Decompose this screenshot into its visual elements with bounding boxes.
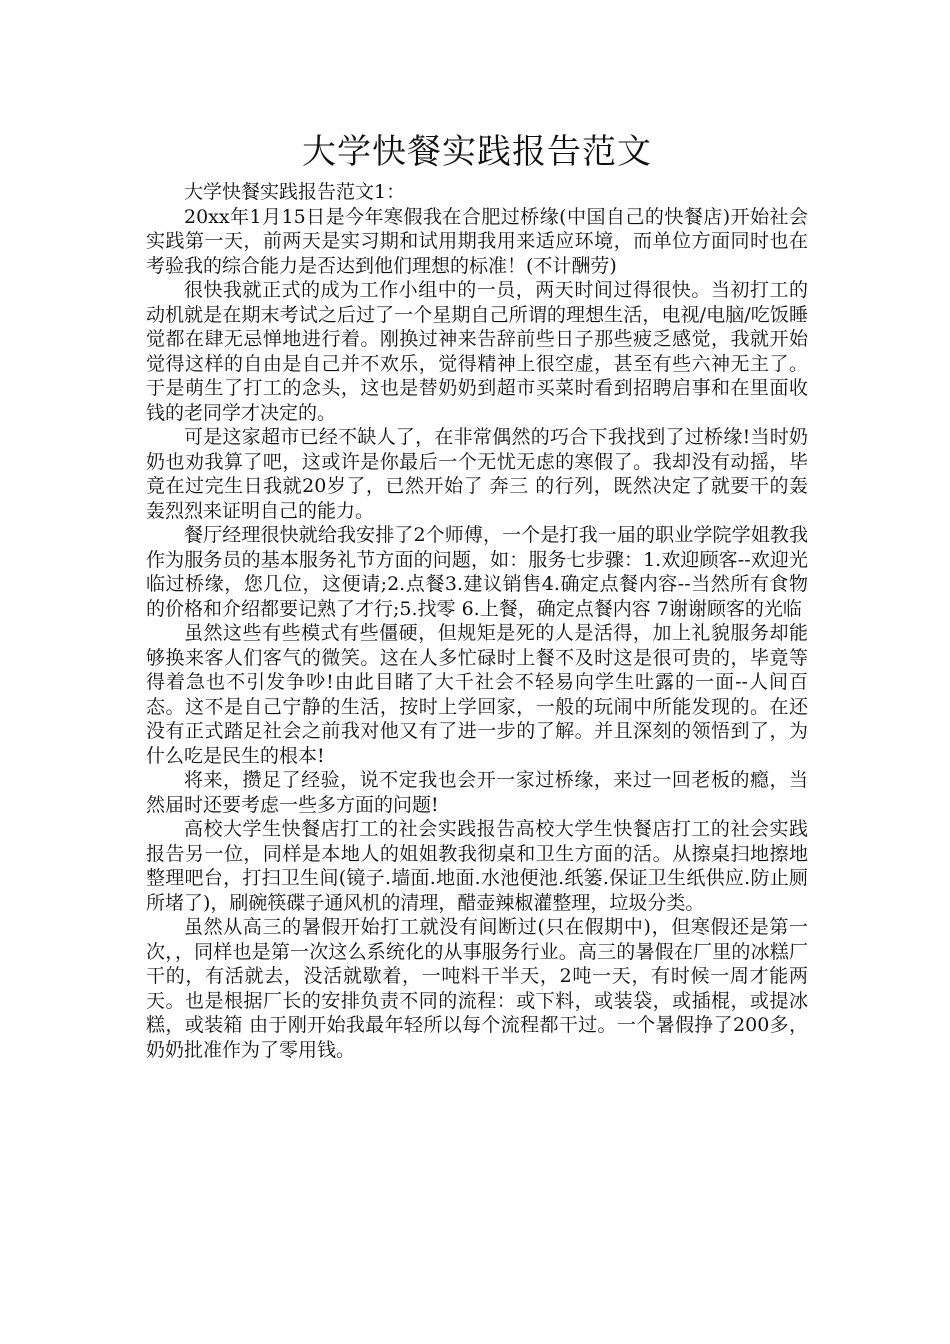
paragraph-4: 餐厅经理很快就给我安排了2个师傅，一个是打我一届的职业学院学姐教我作为服务员的基本服务礼节方面的问题，如：服务七步骤：1.欢迎顾客--欢迎光临过桥缘，您几位，这便请;2.点餐3.建议销售4.确定点餐内容--当然所有食物的价格和介绍都要记熟了才行;5.找零 6.上餐，确定点餐内容 7谢谢顾客的光临 xyxy=(146,524,808,620)
paragraph-3: 可是这家超市已经不缺人了，在非常偶然的巧合下我找到了过桥缘!当时奶奶也劝我算了吧，这或许是你最后一个无忧无虑的寒假了。我却没有动摇，毕竟在过完生日我就20岁了，已然开始了 奔三 的行列，既然决定了就要干的轰轰烈烈来证明自己的能力。 xyxy=(146,426,808,522)
paragraph-2: 很快我就正式的成为工作小组中的一员，两天时间过得很快。当初打工的动机就是在期末考试之后过了一个星期自己所谓的理想生活，电视/电脑/吃饭睡觉都在肆无忌惮地进行着。刚换过神来告辞前些日子那些疲乏感觉，我就开始觉得这样的自由是自己并不欢乐，觉得精神上很空虚，甚至有些六神无主了。于是萌生了打工的念头，这也是替奶奶到超市买菜时看到招聘启事和在里面收钱的老同学才决定的。 xyxy=(146,279,808,424)
paragraph-1: 20xx年1月15日是今年寒假我在合肥过桥缘(中国自己的快餐店)开始社会实践第一天，前两天是实习期和试用期我用来适应环境，而单位方面同时也在考验我的综合能力是否达到他们理想的标准！(不计酬劳) xyxy=(146,205,808,277)
paragraph-8: 虽然从高三的暑假开始打工就没有间断过(只在假期中)，但寒假还是第一次，，同样也是第一次这么系统化的从事服务行业。高三的暑假在厂里的冰糕厂干的，有活就去，没活就歇着，一吨料干半天，2吨一天，有时候一周才能两天。也是根据厂长的安排负责不同的流程：或下料，或装袋，或插棍，或提冰糕，或装箱 由于刚开始我最年轻所以每个流程都干过。一个暑假挣了200多，奶奶批准作为了零用钱。 xyxy=(146,916,808,1061)
document-title: 大学快餐实践报告范文 xyxy=(302,132,652,172)
intro-line: 大学快餐实践报告范文1： xyxy=(184,181,406,203)
paragraph-6: 将来，攒足了经验，说不定我也会开一家过桥缘，来过一回老板的瘾，当然届时还要考虑一些多方面的问题! xyxy=(146,769,808,816)
paragraph-5: 虽然这些有些模式有些僵硬，但规矩是死的人是活得，加上礼貌服务却能够换来客人们客气的微笑。这在人多忙碌时上餐不及时这是很可贵的，毕竟等得着急也不引发争吵!由此目睹了大千社会不轻易向学生吐露的一面--人间百态。这不是自己宁静的生活，按时上学回家，一般的玩闹中所能发现的。在还没有正式踏足社会之前我对他又有了进一步的了解。并且深刻的领悟到了，为什么吃是民生的根本! xyxy=(146,622,808,767)
paragraph-7: 高校大学生快餐店打工的社会实践报告高校大学生快餐店打工的社会实践报告另一位，同样是本地人的姐姐教我彻桌和卫生方面的活。从擦桌扫地擦地整理吧台，打扫卫生间(镜子.墙面.地面.水池便池.纸篓.保证卫生纸供应.防止厕所堵了)，刷碗筷碟子通风机的清理，醋壶辣椒灌整理，垃圾分类。 xyxy=(146,818,808,914)
document-page xyxy=(146,130,808,1062)
